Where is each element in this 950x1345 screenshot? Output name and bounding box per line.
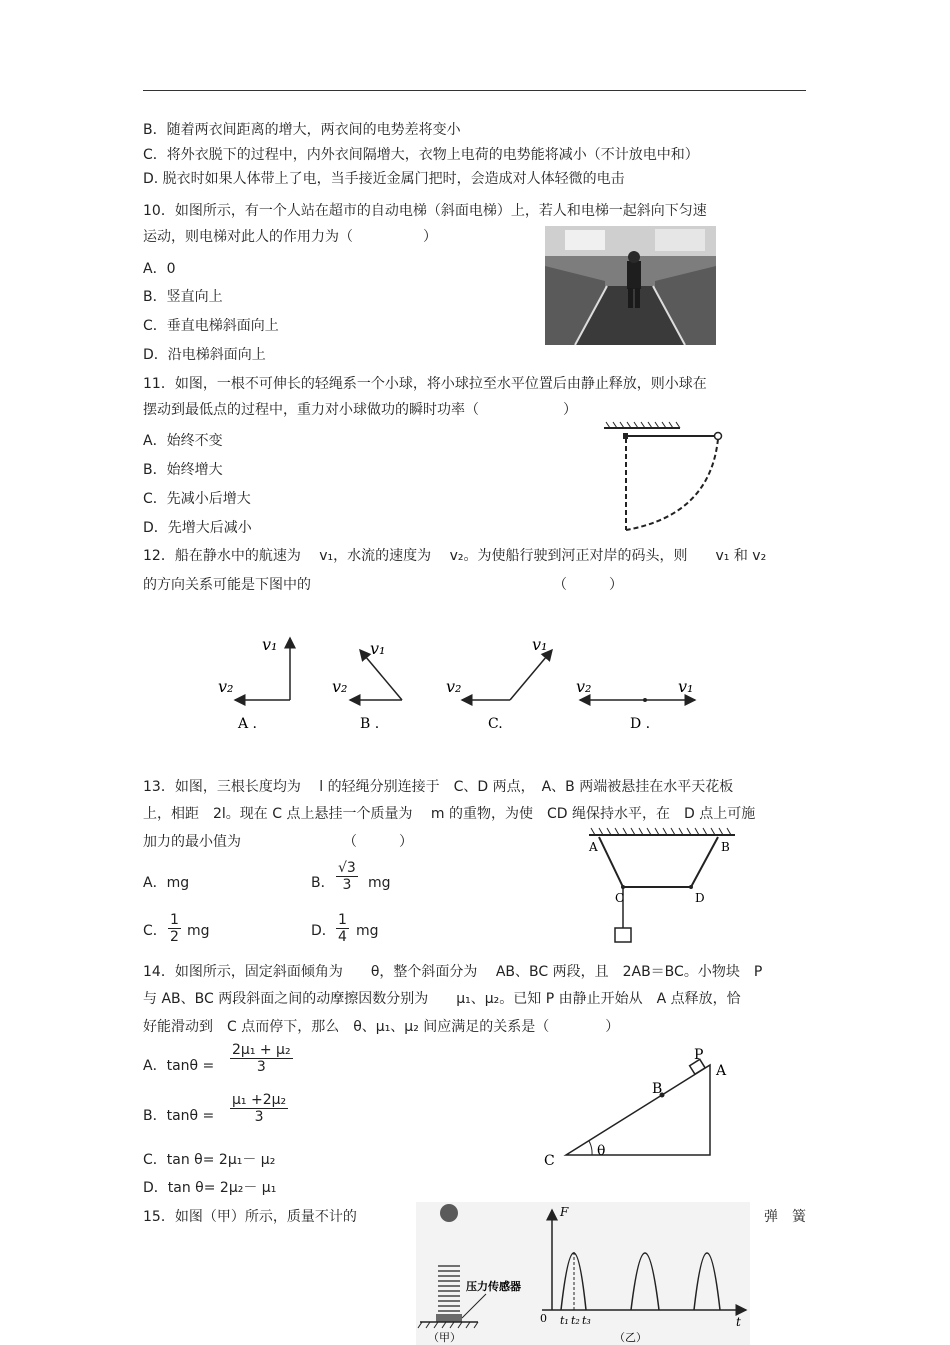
q13-option-d-suffix: mg [356,923,379,939]
q14-a-denominator: 3 [256,1059,266,1075]
label-a-v2: v₂ [218,677,234,696]
q14-option-a-fraction [230,1042,293,1075]
q13-b-numerator: √3 [338,860,356,876]
header-rule [143,90,806,91]
label-d-v1: v₁ [678,677,694,696]
q13-line3: 加力的最小值为 [143,834,241,850]
q14-label-a: A [716,1063,727,1079]
axis-t-label: t [736,1315,741,1329]
q10-line2: 运动，则电梯对此人的作用力为（ ） [143,229,437,245]
q13-option-c-fraction [168,912,181,945]
q13-label-d: D [695,891,705,905]
vector-c-v1 [510,650,552,700]
q14-line1: 14．如图所示，固定斜面倾角为 θ，整个斜面分为 AB、BC 两段，且 2AB＝BC。小物块 P [143,964,763,980]
escalator-photo [545,226,716,345]
q14-option-c: C．tan θ= 2μ₁－ μ₂ [143,1152,276,1168]
q13-c-denominator: 2 [170,929,179,945]
axis-f-label: F [560,1205,569,1219]
q14-option-a-prefix: A．tanθ = [143,1058,215,1074]
q15-line1: 15．如图（甲）所示，质量不计的 [143,1209,357,1225]
q14-line3: 好能滑动到 C 点而停下，那么 θ、μ₁、μ₂ 间应满足的关系是（ ） [143,1019,620,1035]
q13-b-denominator: 3 [342,877,352,893]
tick-t2: t₂ [571,1314,580,1327]
q11-option-b: B．始终增大 [143,462,223,478]
label-b-v1: v₁ [370,639,386,658]
sensor-label: 压力传感器 [466,1280,521,1293]
ball-icon [440,1204,458,1222]
q12-answer-paren: （ ） [553,577,623,593]
label-c-v2: v₂ [446,677,462,696]
option-label-c: C. [488,716,503,732]
label-a-v1: v₁ [262,635,278,654]
incline-diagram [540,1045,740,1170]
q14-a-numerator: 2μ₁ + μ₂ [232,1042,291,1058]
label-jia: （甲） [428,1331,461,1344]
q15-line1-tail: 弹 簧 [764,1209,806,1225]
q13-option-b-fraction [336,860,358,893]
q11-option-a: A．始终不变 [143,433,223,449]
q14-option-b-fraction [230,1092,288,1125]
q14-label-c: C [544,1153,555,1169]
rope-ceiling-diagram [585,823,745,948]
q13-answer-paren: （ ） [343,834,413,850]
q13-option-d-fraction [336,912,349,945]
q13-line2: 上，相距 2l。现在 C 点上悬挂一个质量为 m 的重物，为使 CD 绳保持水平，在 D 点上可施 [143,806,756,822]
q13-d-denominator: 4 [338,929,347,945]
option-label-a: A . [238,716,258,732]
q14-label-b: B [652,1081,663,1097]
q13-option-d-prefix: D． [311,923,336,939]
q10-line1: 10．如图所示，有一个人站在超市的自动电梯（斜面电梯）上，若人和电梯一起斜向下匀速 [143,203,707,219]
origin-label: 0 [540,1312,547,1325]
q14-line2: 与 AB、BC 两段斜面之间的动摩擦因数分别为 μ₁、μ₂。已知 P 由静止开始从 A 点释放，恰 [143,991,741,1007]
label-b-v2: v₂ [332,677,348,696]
q10-option-c: C．垂直电梯斜面向上 [143,318,279,334]
q13-label-a: A [589,840,598,854]
q14-b-denominator: 3 [254,1109,264,1125]
q13-label-b: B [721,840,730,854]
pendulum-diagram [598,420,728,535]
label-d-v2: v₂ [576,677,592,696]
q13-label-c: C [615,891,625,905]
spring-sensor-figure [416,1202,750,1345]
option-c: C．将外衣脱下的过程中，内外衣间隔增大，衣物上电荷的电势能将减小（不计放电中和） [143,147,699,163]
q13-option-c-suffix: mg [187,923,210,939]
option-d: D. 脱衣时如果人体带上了电，当手接近金属门把时，会造成对人体轻微的电击 [143,171,625,187]
label-c-v1: v₁ [532,635,548,654]
label-yi: （乙） [614,1331,647,1344]
tick-t1: t₁ [560,1314,569,1327]
q13-option-a: A．mg [143,875,190,891]
q11-option-d: D．先增大后减小 [143,520,252,536]
q14-option-d: D．tan θ= 2μ₂－ μ₁ [143,1180,277,1196]
q12-line2: 的方向关系可能是下图中的 [143,577,311,593]
q11-option-c: C．先减小后增大 [143,491,251,507]
tick-t3: t₃ [582,1314,591,1327]
q10-option-a: A．0 [143,261,176,277]
q12-line1: 12．船在静水中的航速为 v₁，水流的速度为 v₂。为使船行驶到河正对岸的码头，则 v₁ 和 v₂ [143,548,767,564]
q14-option-b-prefix: B．tanθ = [143,1108,215,1124]
option-b: B．随着两衣间距离的增大，两衣间的电势差将变小 [143,122,461,138]
option-label-d: D . [630,716,651,732]
q13-line1: 13．如图，三根长度均为 l 的轻绳分别连接于 C、D 两点， A、B 两端被悬挂在水平天花板 [143,779,734,795]
q14-label-theta: θ [597,1143,606,1159]
q11-line1: 11．如图，一根不可伸长的轻绳系一个小球，将小球拉至水平位置后由静止释放，则小球在 [143,376,707,392]
q13-option-c-prefix: C． [143,923,167,939]
q10-option-d: D．沿电梯斜面向上 [143,347,266,363]
q13-d-numerator: 1 [338,912,347,928]
q13-option-b-prefix: B． [311,875,335,891]
q14-label-p: P [694,1047,704,1063]
q11-line2: 摆动到最低点的过程中，重力对小球做功的瞬时功率（ ） [143,402,577,418]
q10-option-b: B．竖直向上 [143,289,223,305]
q13-c-numerator: 1 [170,912,179,928]
q12-vector-options [210,628,710,740]
option-label-b: B . [360,716,380,732]
q13-option-b-suffix: mg [368,875,391,891]
q14-b-numerator: μ₁ +2μ₂ [232,1092,287,1108]
